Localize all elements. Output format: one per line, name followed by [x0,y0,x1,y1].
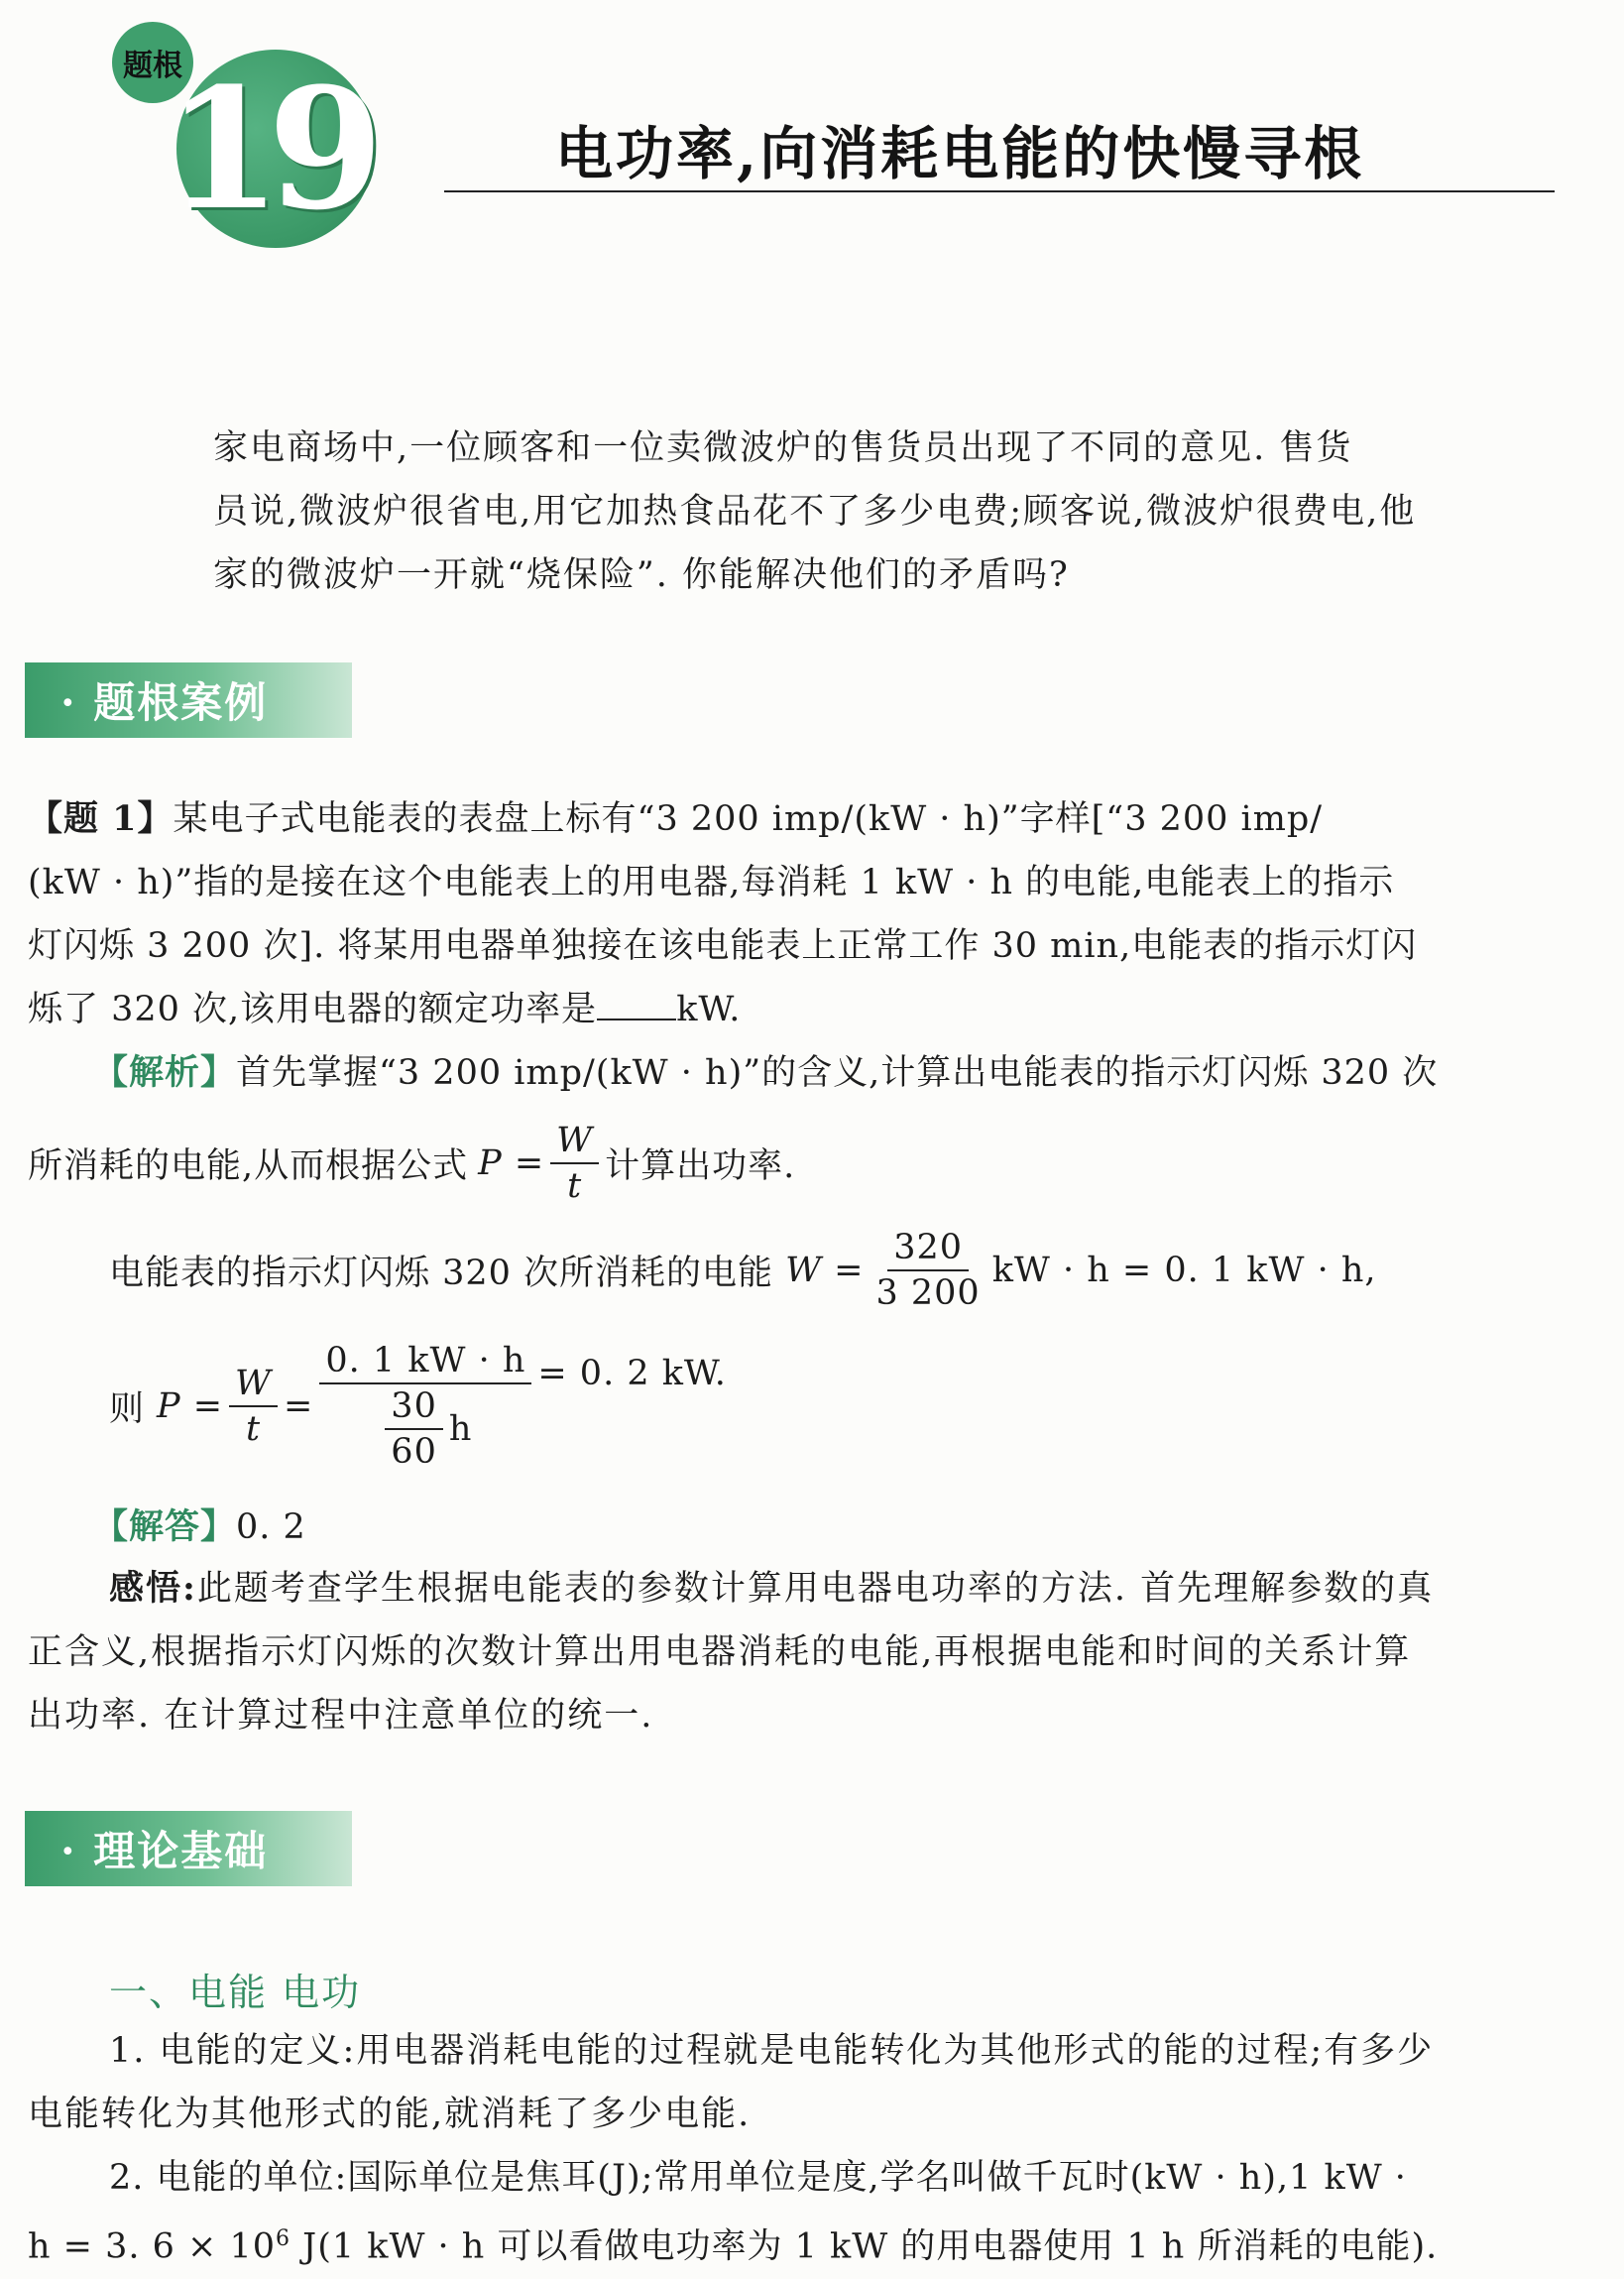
page-title: 电功率,向消耗电能的快慢寻根 [555,120,1365,187]
analysis-text: 首先掌握“3 200 imp/(kW · h)”的含义,计算出电能表的指示灯闪烁 320 次 [236,1053,1439,1093]
problem-tag: 【题 1】 [28,798,174,839]
section-header-label: · 理论基础 [60,1827,269,1875]
equation-energy [109,1226,1377,1315]
answer-tag: 【解答】 [93,1506,237,1547]
problem-line-4 [28,978,1417,1041]
equation-numerator: W [229,1362,278,1407]
equation-rhs: = 0. 2 kW. [537,1354,727,1393]
equation-fraction-2 [319,1339,531,1474]
intro-line: 员说,微波炉很省电,用它加热食品花不了多少电费;顾客说,微波炉很费电,他 [213,492,1417,532]
analysis-line-2 [28,1119,795,1208]
equation-prefix: 电能表的指示灯闪烁 320 次所消耗的电能 [109,1254,774,1293]
insight-text: 此题考查学生根据电能表的参数计算用电器电功率的方法. 首先理解参数的真 [196,1569,1435,1609]
theory-p2-line-2 [28,2208,1438,2279]
answer-line [93,1496,306,1559]
theory-text: h = 3. 6 × 10 [28,2226,277,2267]
insight-line-3: 出功率. 在计算过程中注意单位的统一. [28,1696,654,1736]
formula-numerator: W [550,1119,599,1164]
equation-fraction [870,1226,986,1315]
inner-unit: h [448,1409,473,1449]
section-header-label: · 题根案例 [60,678,269,727]
problem-block [28,787,1417,1041]
intro-line: 家电商场中,一位顾客和一位卖微波炉的售货员出现了不同的意见. 售货 [213,428,1353,468]
equation-lhs: W = [785,1251,865,1290]
intro-paragraph-2 [213,480,1416,607]
insight-text-line [109,1557,1434,1620]
answer-text-line [93,1496,306,1559]
theory-subheading: 一、电能 电功 [109,1971,362,2014]
section-header-theory [25,1811,352,1886]
problem-text: 某电子式电能表的表盘上标有“3 200 imp/(kW · h)”字样[“3 200 imp/ [173,799,1324,839]
insight-tag: 感悟: [109,1568,197,1609]
topic-number-badge [166,50,375,248]
topic-root-label: 题根 [123,49,182,83]
theory-text: 电能转化为其他形式的能,就消耗了多少电能. [28,2095,752,2134]
insight-lines [28,1620,1411,1747]
theory-p1-line-2 [28,2083,751,2146]
equation-numerator: 0. 1 kW · h [319,1339,531,1384]
equation-power [109,1339,727,1474]
equation-denominator: t [245,1409,262,1449]
topic-number: 19 [166,51,370,247]
title-underline [444,190,1555,192]
inner-denominator: 60 [391,1432,437,1472]
theory-p2-line-1 [109,2146,1407,2210]
theory-text-line [28,2208,1438,2279]
theory-text: 1. 电能的定义:用电器消耗电能的过程就是电能转化为其他形式的能的过程;有多少 [109,2031,1435,2071]
formula-denominator: t [567,1166,583,1206]
insight-line-2: 正含义,根据指示灯闪烁的次数计算出用电器消耗的电能,再根据电能和时间的关系计算 [28,1632,1412,1672]
equals-sign: = [284,1386,314,1426]
formula-lhs: P = [478,1143,545,1183]
analysis-text: 计算出功率. [605,1146,796,1186]
theory-text: 2. 电能的单位:国际单位是焦耳(J);常用单位是度,学名叫做千瓦时(kW · h),1 kW · [109,2158,1407,2198]
intro-paragraph [213,417,1352,480]
analysis-tag: 【解析】 [93,1052,237,1093]
theory-p1-line-1 [109,2019,1434,2083]
answer-blank [597,989,676,1020]
equation-lhs: P = [157,1386,224,1426]
equation-rhs: kW · h = 0. 1 kW · h, [991,1251,1377,1290]
problem-line-3: 灯闪烁 3 200 次]. 将某用电器单独接在该电能表上正常工作 30 min,电能表的指示灯闪 [28,926,1418,966]
inner-numerator: 30 [385,1384,443,1430]
equation-numerator: 320 [887,1226,969,1271]
analysis-text-line [93,1041,1438,1105]
exponent: 6 [276,2226,291,2251]
insight-line-1 [109,1557,1434,1620]
analysis-text: 所消耗的电能,从而根据公式 [28,1146,469,1186]
section-header-case [25,662,352,738]
problem-line-1 [28,787,1417,851]
equation-fraction-1 [229,1362,278,1451]
analysis-line-1 [93,1041,1438,1105]
answer-value: 0. 2 [236,1507,306,1547]
formula-fraction [550,1119,599,1208]
problem-text: 烁了 320 次,该用电器的额定功率是 [28,990,598,1029]
problem-text: kW. [676,990,742,1029]
intro-line: 家的微波炉一开就“烧保险”. 你能解决他们的矛盾吗? [213,555,1070,595]
equation-denominator: 3 200 [875,1273,981,1313]
problem-line-2: (kW · h)”指的是接在这个电能表上的用电器,每消耗 1 kW · h 的电能,电能表上的指示 [28,863,1395,902]
equation-compound-denominator [373,1384,478,1474]
equation-prefix: 则 [109,1389,146,1429]
theory-text: J(1 kW · h 可以看做电功率为 1 kW 的用电器使用 1 h 所消耗的电能). [290,2226,1439,2267]
inner-fraction [385,1384,443,1474]
